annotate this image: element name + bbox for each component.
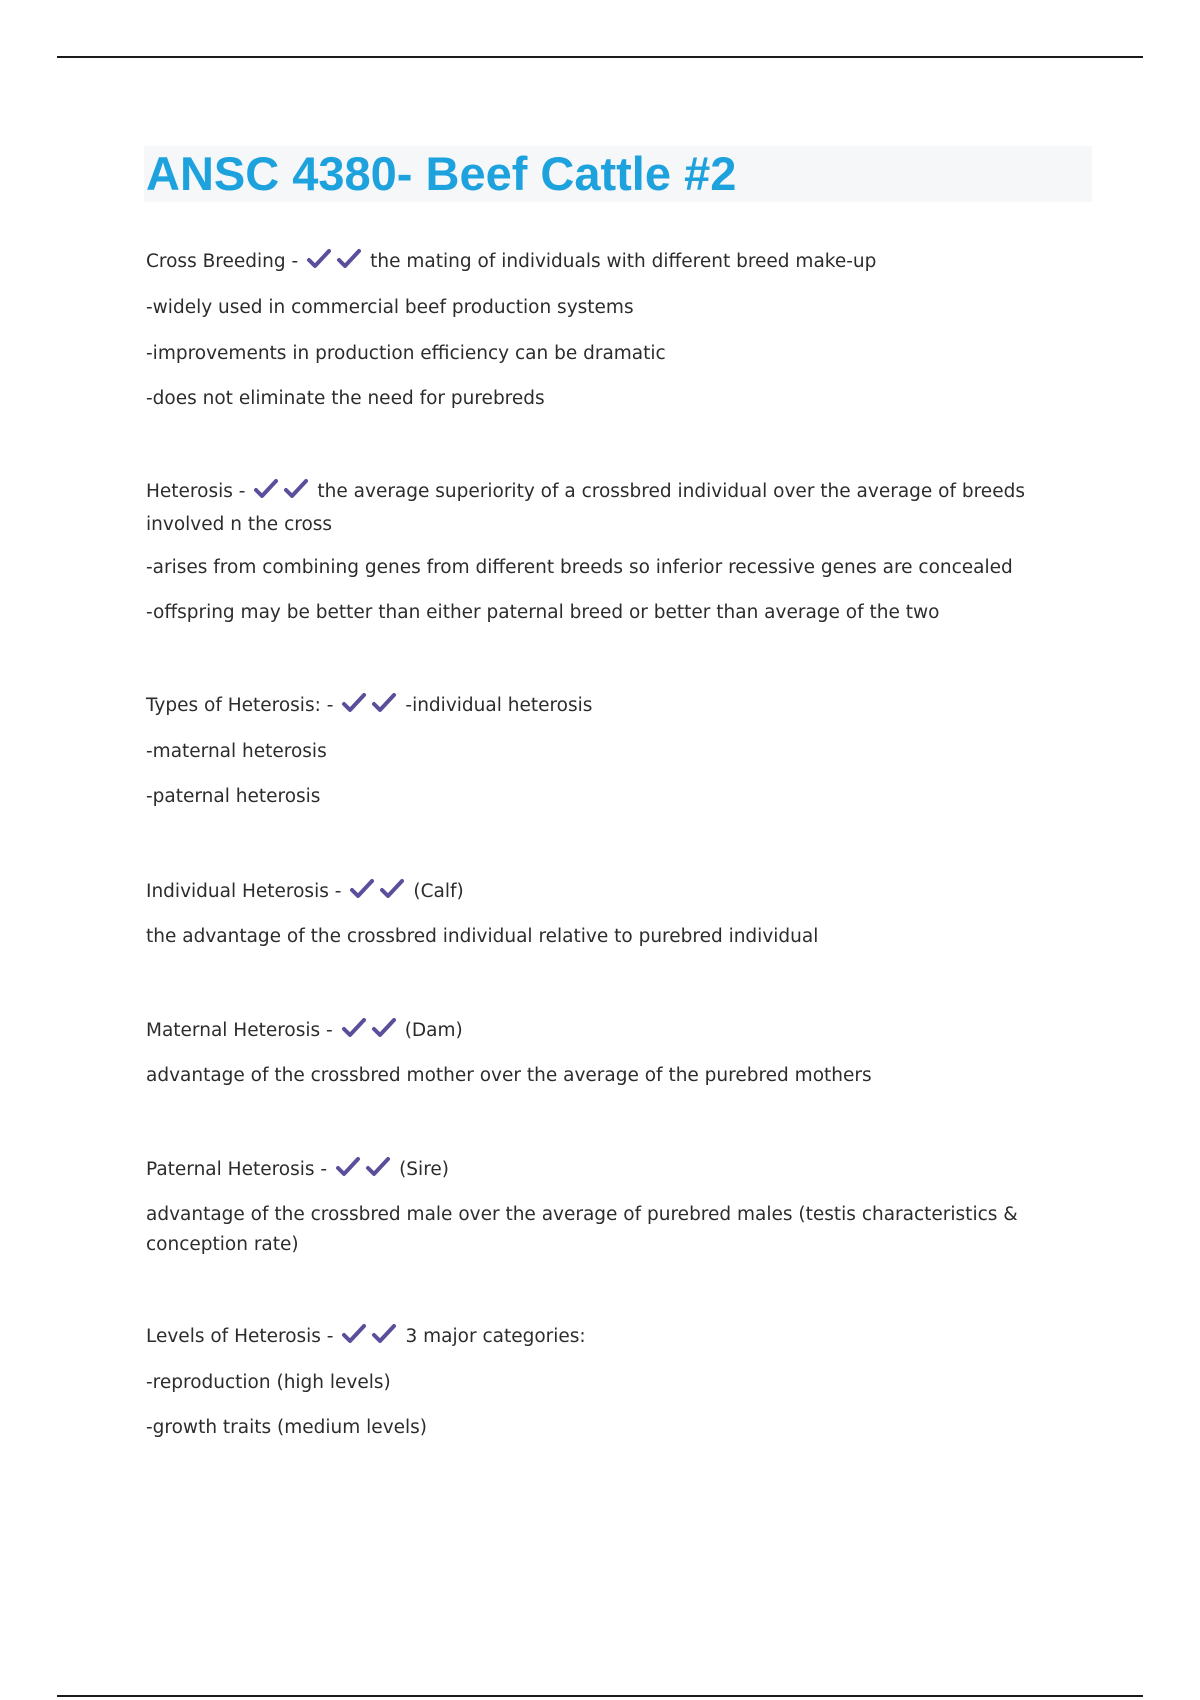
term-label: Paternal Heterosis - bbox=[146, 1159, 328, 1180]
detail-line: -maternal heterosis bbox=[146, 741, 327, 762]
entry-types-of-heterosis bbox=[146, 691, 592, 724]
definition-text: the mating of individuals with different breed make-up bbox=[370, 251, 877, 272]
definition-text: 3 major categories: bbox=[405, 1326, 586, 1347]
detail-line: -does not eliminate the need for purebreds bbox=[146, 388, 545, 409]
entry-paternal-heterosis bbox=[146, 1155, 449, 1188]
detail-line: -offspring may be better than either paternal breed or better than average of the two bbox=[146, 602, 940, 623]
entry-levels-of-heterosis bbox=[146, 1322, 586, 1355]
definition-text: (Calf) bbox=[413, 881, 464, 902]
detail-line: -reproduction (high levels) bbox=[146, 1372, 391, 1393]
definition-text: the average superiority of a crossbred individual over the average of breeds involved n the cross bbox=[146, 481, 1025, 535]
term-label: Heterosis - bbox=[146, 481, 246, 502]
double-check-icon bbox=[341, 1017, 401, 1049]
definition-text: -individual heterosis bbox=[405, 695, 593, 716]
top-rule bbox=[57, 56, 1143, 58]
term-label: Maternal Heterosis - bbox=[146, 1020, 333, 1041]
entry-cross-breeding bbox=[146, 247, 876, 280]
double-check-icon bbox=[349, 878, 409, 910]
detail-line: the advantage of the crossbred individual relative to purebred individual bbox=[146, 926, 819, 947]
double-check-icon bbox=[335, 1156, 395, 1188]
entry-individual-heterosis bbox=[146, 877, 464, 910]
detail-line: -paternal heterosis bbox=[146, 786, 321, 807]
definition-text: (Sire) bbox=[399, 1159, 449, 1180]
term-label: Types of Heterosis: - bbox=[146, 695, 334, 716]
bottom-rule bbox=[57, 1695, 1143, 1697]
term-label: Individual Heterosis - bbox=[146, 881, 342, 902]
double-check-icon bbox=[341, 692, 401, 724]
page-title: ANSC 4380- Beef Cattle #2 bbox=[146, 147, 737, 200]
entry-heterosis bbox=[146, 477, 1106, 540]
detail-line: -improvements in production efficiency can be dramatic bbox=[146, 343, 666, 364]
detail-line: advantage of the crossbred male over the average of purebred males (testis characteristics & conception rate) bbox=[146, 1204, 1018, 1255]
term-label: Cross Breeding - bbox=[146, 251, 299, 272]
detail-line: -widely used in commercial beef production systems bbox=[146, 297, 634, 318]
entry-maternal-heterosis bbox=[146, 1016, 463, 1049]
detail-line: advantage of the crossbred mother over the average of the purebred mothers bbox=[146, 1065, 872, 1086]
term-label: Levels of Heterosis - bbox=[146, 1326, 334, 1347]
detail-line: -growth traits (medium levels) bbox=[146, 1417, 428, 1438]
double-check-icon bbox=[341, 1323, 401, 1355]
definition-text: (Dam) bbox=[404, 1020, 463, 1041]
double-check-icon bbox=[253, 478, 313, 510]
detail-line: -arises from combining genes from different breeds so inferior recessive genes are concealed bbox=[146, 557, 1013, 578]
double-check-icon bbox=[306, 248, 366, 280]
